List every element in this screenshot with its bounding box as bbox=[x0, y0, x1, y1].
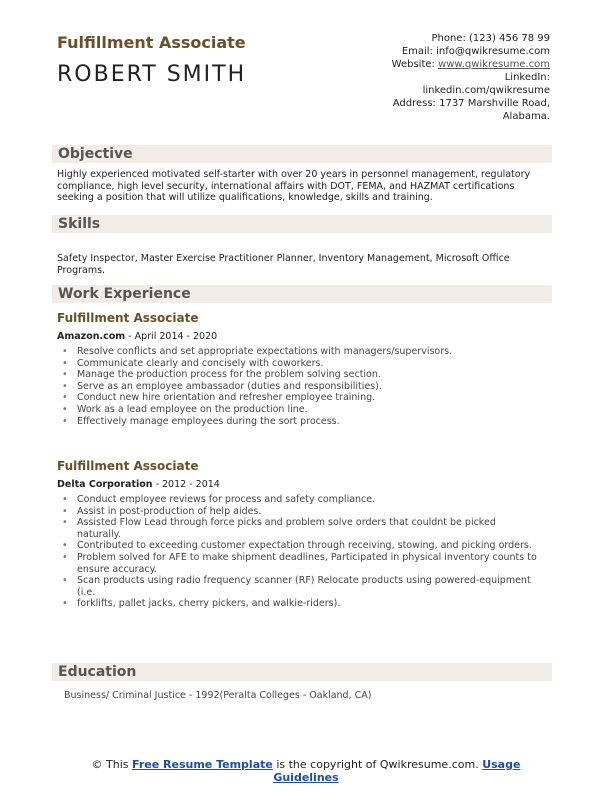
guidelines-link[interactable]: Guidelines bbox=[273, 771, 339, 784]
skills-text: Safety Inspector, Master Exercise Practitioner Planner, Inventory Management, Microsoft Office Programs. bbox=[57, 253, 510, 276]
list-item: • Manage the production process for the problem solving section. bbox=[62, 369, 542, 381]
list-item: • Assist in post-production of help aides. bbox=[62, 506, 542, 518]
list-item: • Conduct employee reviews for process and safety compliance. bbox=[62, 494, 542, 506]
list-item: • Effectively manage employees during the sort process. bbox=[62, 416, 542, 428]
address-label: Address: bbox=[392, 98, 436, 109]
list-item: • forklifts, pallet jacks, cherry pickers, and walkie-riders). bbox=[62, 598, 542, 610]
footer-middle: is the copyright of Qwikresume.com. bbox=[272, 758, 483, 771]
list-item: • Serve as an employee ambassador (duties and responsibilities). bbox=[62, 381, 542, 393]
list-item: • Conduct new hire orientation and refresher employee training. bbox=[62, 392, 542, 404]
job-bullets-2 bbox=[62, 494, 542, 610]
skills-title: Skills bbox=[58, 216, 101, 232]
company-line-2 bbox=[57, 479, 220, 490]
list-item: • Work as a lead employee on the production line. bbox=[62, 404, 542, 416]
email-label: Email: bbox=[401, 46, 433, 57]
usage-link[interactable]: Usage bbox=[482, 758, 521, 771]
phone-label: Phone: bbox=[431, 33, 466, 44]
objective-text: Highly experienced motivated self-starter with over 20 years in personnel management, regulatory compliance, high level security, international affairs with DOT, FEMA, and HAZMAT certifications seeking a position that will utilize qualifications, knowledge, skills and training. bbox=[57, 169, 531, 203]
contact-phone bbox=[320, 32, 550, 45]
skills-bar bbox=[52, 215, 552, 233]
footer bbox=[0, 758, 612, 784]
list-item: • Contributed to exceeding customer expectation through receiving, stowing, and picking orders. bbox=[62, 540, 542, 552]
contact-website bbox=[320, 58, 550, 71]
work-title: Work Experience bbox=[58, 286, 191, 302]
contact-block bbox=[320, 32, 550, 123]
company-name-2: Delta Corporation bbox=[57, 479, 153, 490]
job-dates-1: - April 2014 - 2020 bbox=[125, 331, 218, 342]
education-text: Business/ Criminal Justice - 1992(Peralta Colleges - Oakland, CA) bbox=[64, 690, 372, 701]
list-item: • Communicate clearly and concisely with coworkers. bbox=[62, 358, 542, 370]
contact-email bbox=[320, 45, 550, 58]
website-link[interactable]: www.qwikresume.com bbox=[438, 59, 550, 70]
contact-linkedin-label: LinkedIn: bbox=[504, 72, 550, 83]
job-title-2: Fulfillment Associate bbox=[57, 459, 199, 473]
contact-address bbox=[320, 97, 550, 110]
address-line1: 1737 Marshville Road, bbox=[439, 98, 550, 109]
list-item: • Resolve conflicts and set appropriate expectations with managers/supervisors. bbox=[62, 346, 542, 358]
contact-address-line2: Alabama. bbox=[502, 111, 550, 122]
phone-value: (123) 456 78 99 bbox=[469, 33, 550, 44]
company-line-1 bbox=[57, 331, 217, 342]
objective-title: Objective bbox=[58, 146, 133, 162]
header-job-title: Fulfillment Associate bbox=[57, 33, 246, 52]
education-title: Education bbox=[58, 664, 137, 680]
job-dates-2: - 2012 - 2014 bbox=[152, 479, 220, 490]
free-template-link[interactable]: Free Resume Template bbox=[132, 758, 273, 771]
list-item: • Assisted Flow Lead through force picks and problem solve orders that couldnt be picked naturally. bbox=[62, 517, 542, 540]
contact-linkedin: linkedin.com/qwikresume bbox=[422, 85, 550, 96]
job-title-1: Fulfillment Associate bbox=[57, 311, 199, 325]
list-item: • Scan products using radio frequency scanner (RF) Relocate products using powered-equipment (i.e. bbox=[62, 575, 542, 598]
website-label: Website: bbox=[391, 59, 435, 70]
company-name-1: Amazon.com bbox=[57, 331, 126, 342]
list-item: • Problem solved for AFE to make shipment deadlines, Participated in physical inventory counts to ensure accuracy. bbox=[62, 552, 542, 575]
candidate-name: ROBERT SMITH bbox=[57, 62, 247, 87]
footer-prefix: © This bbox=[91, 758, 133, 771]
job-bullets-1 bbox=[62, 346, 542, 427]
email-value: info@qwikresume.com bbox=[436, 46, 550, 57]
